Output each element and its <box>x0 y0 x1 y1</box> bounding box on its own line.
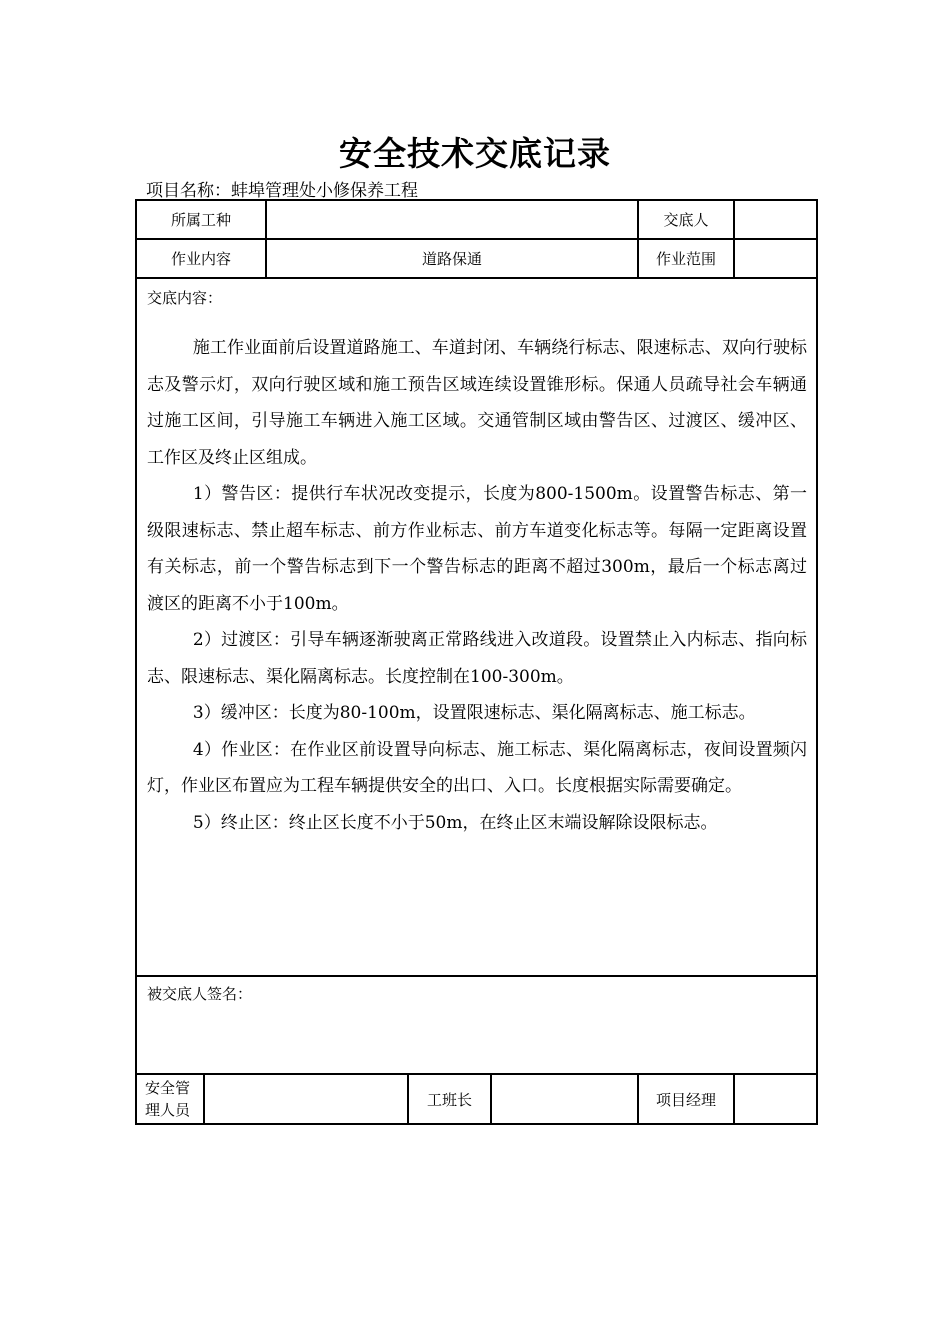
safety-manager-label-line2: 理人员 <box>145 1101 191 1119</box>
safety-manager-label <box>136 1074 204 1124</box>
signee-label: 被交底人签名： <box>147 985 253 1003</box>
content-paragraph: 施工作业面前后设置道路施工、车道封闭、车辆绕行标志、限速标志、双向行驶标志及警示灯，双向行驶区域和施工预告区域连续设置锥形标。保通人员疏导社会车辆通过施工区间，引导施工车辆进入施工区域。交通管制区域由警告区、过渡区、缓冲区、工作区及终止区组成。 <box>147 338 808 468</box>
work-content-value[interactable]: 道路保通 <box>266 239 638 278</box>
pm-value[interactable] <box>734 1074 817 1124</box>
discloser-value[interactable] <box>734 200 817 239</box>
signee-cell[interactable] <box>136 976 817 1074</box>
content-paragraph: 5）终止区：终止区长度不小于50m，在终止区末端设解除设限标志。 <box>192 812 718 833</box>
content-paragraph: 4）作业区：在作业区前设置导向标志、施工标志、渠化隔离标志，夜间设置频闪灯，作业区布置应为工程车辆提供安全的出口、入口。长度根据实际需要确定。 <box>147 739 808 796</box>
discloser-label: 交底人 <box>638 200 734 239</box>
pm-label: 项目经理 <box>638 1074 734 1124</box>
content-label: 交底内容： <box>147 289 223 307</box>
safety-manager-value[interactable] <box>204 1074 408 1124</box>
document-title: 安全技术交底记录 <box>339 134 611 173</box>
work-content-label: 作业内容 <box>136 239 266 278</box>
trade-label: 所属工种 <box>136 200 266 239</box>
foreman-value[interactable] <box>491 1074 638 1124</box>
safety-manager-label-line1: 安全管 <box>145 1079 191 1097</box>
work-scope-value[interactable] <box>734 239 817 278</box>
content-paragraph: 2）过渡区：引导车辆逐渐驶离正常路线进入改道段。设置禁止入内标志、指向标志、限速标志、渠化隔离标志。长度控制在100-300m。 <box>147 630 808 687</box>
work-scope-label: 作业范围 <box>638 239 734 278</box>
record-table <box>135 199 818 1125</box>
foreman-label: 工班长 <box>408 1074 491 1124</box>
project-name: 项目名称：蚌埠管理处小修保养工程 <box>146 181 418 201</box>
trade-value[interactable] <box>266 200 638 239</box>
content-paragraph: 3）缓冲区：长度为80-100m，设置限速标志、渠化隔离标志、施工标志。 <box>192 703 756 723</box>
content-paragraph: 1）警告区：提供行车状况改变提示，长度为800-1500m。设置警告标志、第一级限速标志、禁止超车标志、前方作业标志、前方车道变化标志等。每隔一定距离设置有关标志，前一个警告标志到下一个警告标志的距离不超过300m，最后一个标志离过渡区的距离不小于100m。 <box>147 484 808 614</box>
content-text <box>147 330 807 841</box>
content-cell <box>136 278 817 976</box>
